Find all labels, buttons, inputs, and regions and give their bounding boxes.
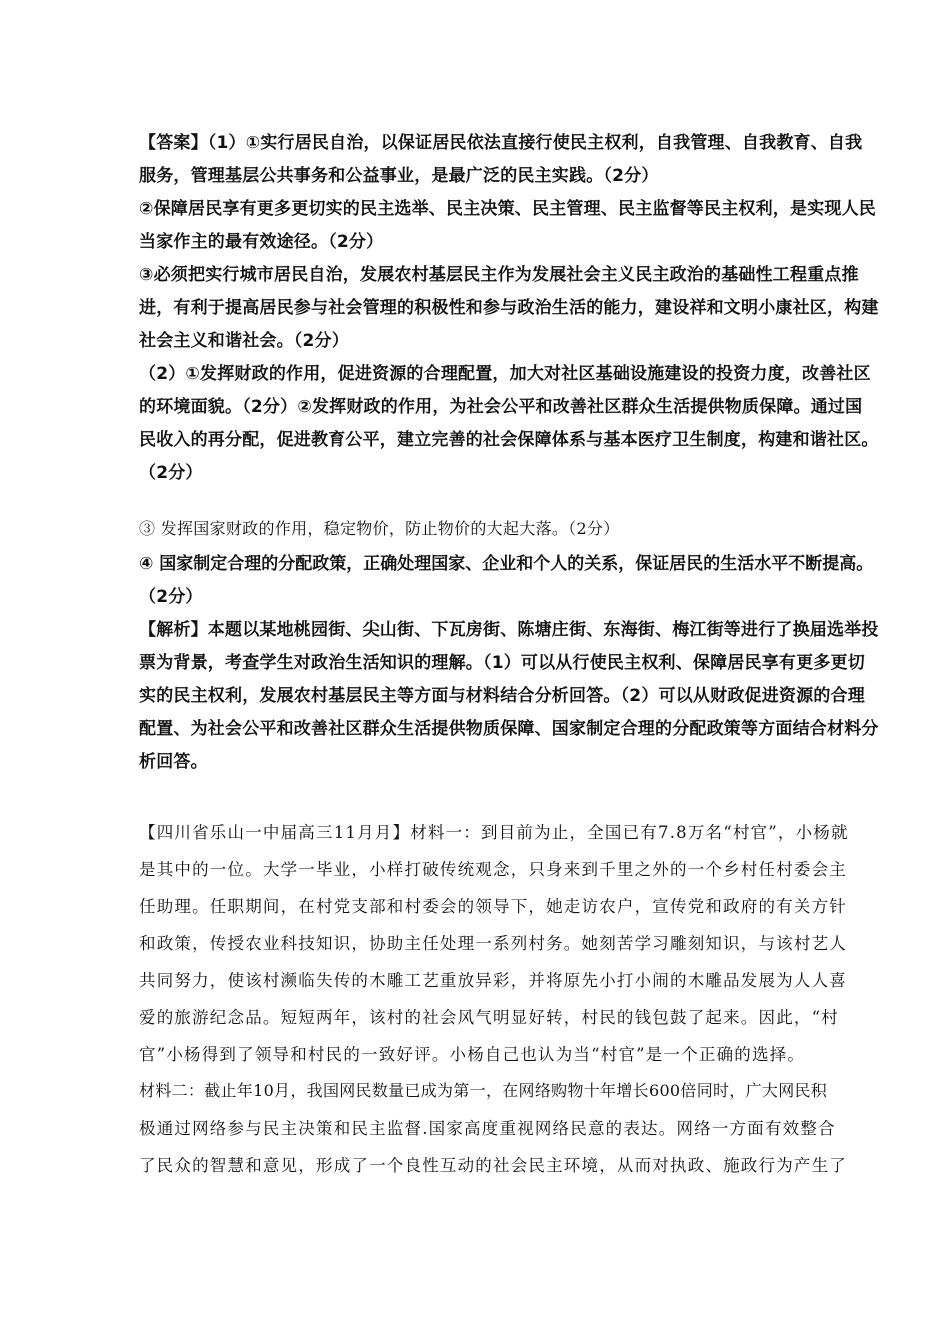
question-line: 共同努力，使该村濒临失传的木雕工艺重放异彩，并将原先小打小闹的木雕品发展为人人喜	[139, 971, 847, 990]
answer-line: 当家作主的最有效途径。（2分）	[139, 232, 384, 252]
answer-line: 的环境面貌。（2分）②发挥财政的作用，为社会公平和改善社区群众生活提供物质保障。通过国	[139, 397, 863, 417]
answer-point-4-line: ④ 国家制定合理的分配政策，正确处理国家、企业和个人的关系，保证居民的生活水平不断提高。	[139, 554, 874, 574]
answer-line: 服务，管理基层公共事务和公益事业，是最广泛的民主实践。（2分）	[139, 166, 659, 186]
answer-line: 民收入的再分配，促进教育公平，建立完善的社会保障体系与基本医疗卫生制度，构建和谐社区。	[139, 430, 879, 450]
analysis-line: 票为背景，考查学生对政治生活知识的理解。（1）可以从行使民主权利、保障居民享有更多更切	[139, 653, 865, 673]
question-line: 任助理。任职期间，在村党支部和村委会的领导下，她走访农户，宣传党和政府的有关方针	[139, 897, 847, 916]
answer-point-4-line: （2分）	[139, 587, 203, 607]
answer-line: （2）①发挥财政的作用，促进资源的合理配置，加大对社区基础设施建设的投资力度，改善社区	[139, 364, 871, 384]
material-2-line: 材料二：截止年10月，我国网民数量已成为第一，在网络购物十年增长600倍同时，广大网民积	[139, 1081, 828, 1100]
material-2-line: 了民众的智慧和意见，形成了一个良性互动的社会民主环境，从而对执政、施政行为产生了	[139, 1156, 847, 1175]
material-2-line: 极通过网络参与民主决策和民主监督.国家高度重视网络民意的表达。网络一方面有效整合	[139, 1119, 836, 1138]
answer-line: ②保障居民享有更多更切实的民主选举、民主决策、民主管理、民主监督等民主权利，是实现人民	[139, 199, 876, 219]
analysis-line: 配置、为社会公平和改善社区群众生活提供物质保障、国家制定合理的分配政策等方面结合材料分	[139, 719, 879, 739]
question-line: 【四川省乐山一中届高三11月月】材料一：到目前为止，全国已有7.8万名“村官”，小杨就	[139, 823, 849, 842]
analysis-line: 实的民主权利，发展农村基层民主等方面与材料结合分析回答。（2）可以从财政促进资源的合理	[139, 686, 865, 706]
answer-point-3: ③ 发挥国家财政的作用，稳定物价，防止物价的大起大落。（2分）	[139, 519, 620, 538]
answer-line: 社会主义和谐社会。（2分）	[139, 331, 349, 351]
answer-line: ③必须把实行城市居民自治，发展农村基层民主作为发展社会主义民主政治的基础性工程重点推	[139, 265, 859, 285]
answer-line: 进，有利于提高居民参与社会管理的积极性和参与政治生活的能力，建设祥和文明小康社区，构建	[139, 298, 879, 318]
question-line: 爱的旅游纪念品。短短两年，该村的社会风气明显好转，村民的钱包鼓了起来。因此，“村	[139, 1008, 839, 1027]
question-line: 是其中的一位。大学一毕业，小样打破传统观念，只身来到千里之外的一个乡村任村委会主	[139, 860, 847, 879]
analysis-line: 析回答。	[139, 752, 208, 772]
answer-line: （2分）	[139, 463, 203, 483]
question-line: 和政策，传授农业科技知识，协助主任处理一系列村务。她刻苦学习雕刻知识，与该村艺人	[139, 934, 847, 953]
question-line: 官”小杨得到了领导和村民的一致好评。小杨自己也认为当“村官”是一个正确的选择。	[139, 1045, 806, 1064]
answer-line: 【答案】（1）①实行居民自治，以保证居民依法直接行使民主权利，自我管理、自我教育、自我	[139, 133, 863, 153]
analysis-line: 【解析】本题以某地桃园街、尖山街、下瓦房街、陈塘庄街、东海街、梅江街等进行了换届选举投	[139, 620, 879, 640]
